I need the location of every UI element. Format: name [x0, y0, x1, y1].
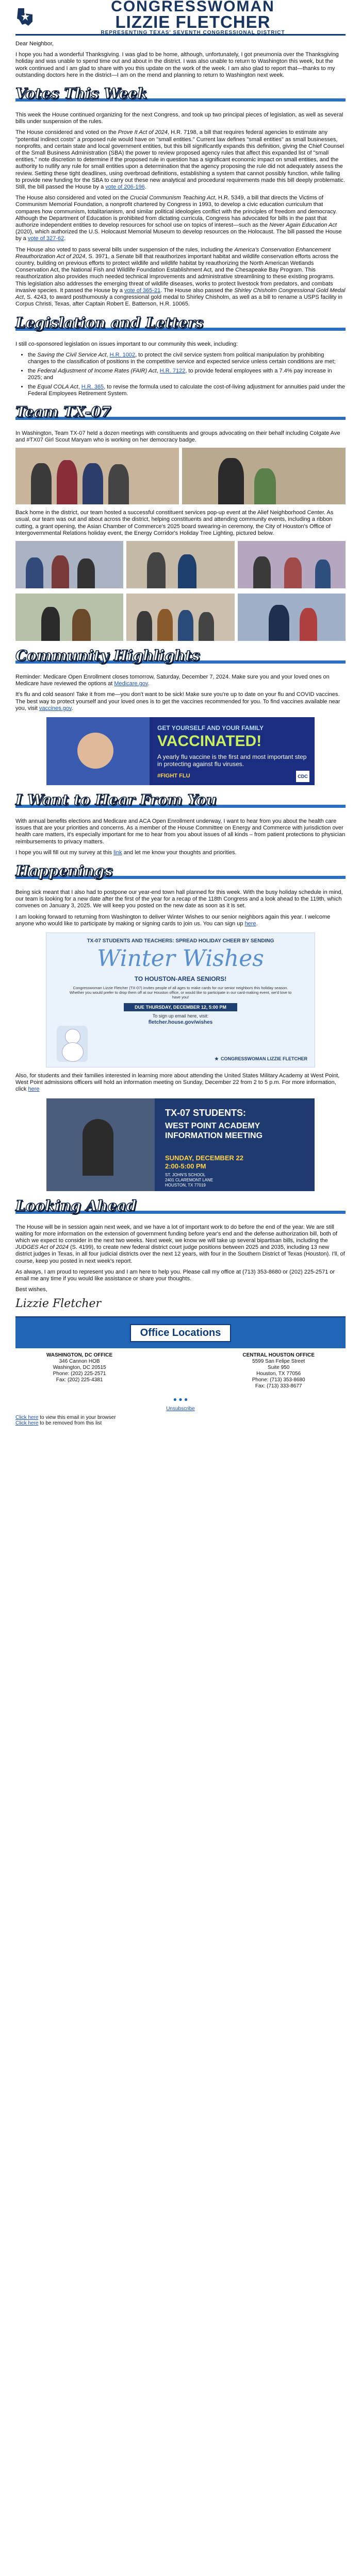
section-hear — [15, 791, 346, 814]
flyer-url[interactable]: fletcher.house.gov/wishes — [148, 1019, 213, 1025]
list-item: • the Equal COLA Act, H.R. 365, to revise the formula used to calculate the cost-of-living adjustment for annuities paid under the Federal Employees Retirement System. — [28, 384, 346, 397]
bill-link[interactable]: H.R. 7122 — [159, 367, 186, 374]
leg-intro: I still co-sponsored legislation on issues important to our community this week, including: — [15, 341, 238, 347]
office-locations-band — [15, 1317, 346, 1348]
ahead-p1: The House will be in session again next week, and we have a lot of important work to do before the end of the year. We are still waiting for more information on the extension of government funding before year's end and the defense authorization bill, both of which we expect to consider in the next two weeks. Next week, we know we will take up several bipartisan bills, including the JUDGES Act of 2024 (S. 4199), to create new federal district court judge positions between 2025 and 2035, including 13 new district judges in Texas, in all four judicial districts over the next 12 years, with four in the Southern District of Texas (Houston). I'll, of course, keep you posted in next week's report. — [15, 1224, 345, 1264]
remove-from-list-link[interactable]: Click here — [15, 1420, 39, 1427]
vote-link[interactable]: vote of 365-21 — [124, 287, 161, 294]
flyer-top: TX-07 STUDENTS AND TEACHERS: SPREAD HOLIDAY CHEER BY SENDING — [87, 938, 274, 944]
header — [15, 0, 346, 36]
hear-p1: With annual benefits elections and Medicare and ACA Open Enrollment underway, I want to hear from you about the health care issues that are your priorities and concerns. As a member of the House Committee on Energy and Commerce with jurisdiction over health care matters, it's especially important for me to hear from you about issues of all kinds – from patient protections to physician reimbursements to privacy matters. — [15, 818, 346, 845]
section-title: Legislation and Letters — [15, 314, 204, 331]
texas-star-logo — [15, 7, 35, 27]
flyer-photo — [46, 1098, 155, 1191]
photo — [15, 448, 179, 504]
votes-p3: The House also considered and voted on the Crucial Communism Teaching Act, H.R. 5349, a bill that directs the Victims of Communism Memorial Foundation, a nonprofit chartered by Congress in 1993, to develop a civic education curriculum that compares how communism, totalitarianism, and similar political ideologies conflict with the principles of freedom and democracy. Although the Department of Education is prohibited from dictating curricula, Congress has advocated for bills in the past that authorize independent entities to develop resources for school use on topics of interest—such as the Never Again Education Act (2020), which authorized the U.S. Holocaust Memorial Museum to develop resources on the Holocaust. The bill passed the House by a vote of 327-62. — [15, 195, 342, 242]
header-subtitle: REPRESENTING TEXAS' SEVENTH CONGRESSIONAL DISTRICT — [101, 29, 285, 36]
flyer-subtitle: TO HOUSTON-AREA SENIORS! — [134, 975, 227, 982]
team-p2: Back home in the district, our team hosted a successful constituent services pop-up event at the Alief Neighborhood Center. As usual, our team was out and about across the district, helping constituents and attending community events, including a ribbon cutting, a grant opening, the Asian Chamber of Commerce's 2025 board swearing-in ceremony, the City of Houston's Office of Intergovernmental Relations holiday event, the Energy Corridor's Holiday Tree Lighting, pictured below. — [15, 510, 334, 536]
section-title: Happenings — [15, 862, 113, 879]
winter-wishes-flyer — [46, 933, 315, 1067]
twitter-icon[interactable]: ● — [178, 1396, 183, 1403]
header-title-1: CONGRESSWOMAN — [111, 0, 275, 15]
banner-photo — [46, 717, 150, 785]
photo — [238, 541, 346, 588]
section-community — [15, 647, 346, 670]
office-locations-title: Office Locations — [130, 1324, 232, 1342]
photo — [126, 541, 234, 588]
vaccines-link[interactable]: vaccines.gov — [39, 705, 72, 711]
section-ahead — [15, 1197, 346, 1220]
view-in-browser-link[interactable]: Click here — [15, 1415, 39, 1421]
header-title-2: LIZZIE FLETCHER — [115, 12, 271, 31]
list-item: • the Federal Adjustment of Income Rates (FAIR) Act, H.R. 7122, to provide federal employees with a 7.4% pay increase in 2025; and — [28, 368, 346, 381]
intro-paragraph: I hope you had a wonderful Thanksgiving. I was glad to be home, although, unfortunately, I got pneumonia over the Thanksgiving holiday and was unable to spend time out and about in the district. I was also unable to return to Washington this week, but the work continued and I am glad to share with you this update on the work of the week. I am also glad to report that—thanks to my outstanding doctors here in the district—I am on the mend and planning to return to Washington next week. — [15, 52, 339, 78]
flyer-seal: ★ CONGRESSWOMAN LIZZIE FLETCHER — [214, 1056, 307, 1062]
photo-row-district-1 — [15, 541, 346, 588]
team-p1: In Washington, Team TX-07 held a dozen meetings with constituents and groups advocating on their behalf including Colgate Ave and #TX07 Girl Scout Maryam who is working on her democracy badge. — [15, 430, 340, 443]
flyer-body: Congresswoman Lizzie Fletcher (TX-07) invites people of all ages to make cards for our senior neighbors this holiday season. Whether you would prefer to drop them off at our Houston office, or would like to participate in our card-making event, we'd love to have you! — [69, 985, 292, 999]
footer-links: Click here to view this email in your browser Click here to be removed from this list — [15, 1415, 116, 1427]
vote-link[interactable]: vote of 206-196 — [105, 184, 145, 191]
flu-vaccine-banner — [46, 717, 315, 785]
signup-link[interactable]: here — [244, 920, 256, 927]
greeting: Dear Neighbor, — [15, 41, 54, 47]
votes-p2: The House considered and voted on the Prove It Act of 2024, H.R. 7198, a bill that requires federal agencies to estimate any "potential indirect costs" a proposed rule would have on "small entities." Current law defines "small entities" as small businesses, nonprofits, and certain state and local government entities, but this bill significantly expands this definition, giving the Chief Counsel of the Small Business Administration (SBA) the power to review proposed agency rules that affect this expanded list of "small entities," note discretion to determine if the proposed rule in question has a significant economic impact on small entities, and the authority to nullify any rule for small entities upon a determination that the agency proposing the rule did not adequately assess the review. Setting these tight deadlines, using overbroad definitions, establishing a system that cannot possibly function, while failing to provide new funding for the SBA to carry out these new analytical and procedural requirements made this bill deeply problematic. Still, the bill passed the House by a vote of 206-196. — [15, 129, 345, 191]
unsubscribe-link[interactable]: Unsubscribe — [166, 1406, 195, 1412]
section-title: Looking Ahead — [15, 1197, 137, 1214]
signature: Lizzie Fletcher — [15, 1297, 102, 1311]
photo — [15, 541, 123, 588]
vote-link[interactable]: vote of 327-62 — [27, 235, 64, 242]
facebook-icon[interactable]: ● — [173, 1396, 177, 1403]
list-item: • the Saving the Civil Service Act, H.R. 1002, to protect the civil service system from political manipulation by prohibiting changes to the classification of positions in the competitive service and expected service unless certain conditions are met; — [28, 352, 346, 365]
texas-map-icon — [16, 7, 35, 27]
happenings-p2: I am looking forward to returning from Washington to deliver Winter Wishes to our senior neighbors again this year. I welcome anyone who would like to participate by making or signing cards to join us. You can sign up here. — [15, 913, 331, 927]
section-votes — [15, 85, 346, 108]
banner-line-3: A yearly flu vaccine is the first and most important step in protecting against flu viruses. — [157, 753, 307, 768]
instagram-icon[interactable]: ● — [184, 1396, 188, 1403]
flyer-title: Winter Wishes — [97, 945, 264, 972]
section-title: Team TX-07 — [15, 403, 111, 420]
banner-line-1: GET YOURSELF AND YOUR FAMILY — [157, 724, 264, 732]
newsletter — [15, 1, 346, 1426]
section-title: Community Highlights — [15, 647, 200, 664]
photo — [126, 594, 234, 641]
community-p1: Reminder: Medicare Open Enrollment closes tomorrow, Saturday, December 7, 2024. Make sure you and your loved ones on Medicare have reviewed the options at Medicare.gov. — [15, 673, 330, 687]
happenings-p3: Also, for students and their families interested in learning more about attending the United States Military Academy at West Point, West Point admissions officers will hold an information meeting on Sunday, December 22 from 2 to 5 p.m. For more information, click here — [15, 1072, 340, 1093]
section-title: Votes This Week — [15, 85, 147, 103]
section-team — [15, 403, 346, 426]
photo — [182, 448, 346, 504]
flyer-line-2: WEST POINT ACADEMY INFORMATION MEETING — [165, 1121, 263, 1140]
snowman-illustration — [57, 1026, 88, 1062]
banner-line-2: VACCINATED! — [157, 732, 262, 750]
cdc-logo: CDC — [296, 771, 309, 782]
texas-star-icon: ★ — [214, 1056, 219, 1061]
photo-row-dc — [15, 448, 346, 504]
bill-link[interactable]: H.R. 365 — [81, 383, 104, 390]
flyer-location: ST. JOHN'S SCHOOL 2401 CLAREMONT LANE HOUSTON, TX 77019 — [165, 1172, 214, 1188]
votes-p4: The House also voted to pass several bills under suspension of the rules, including the America's Conservation Enhancement Reauthorization Act of 2024, S. 3971, a Senate bill that reauthorizes important habitat and wildlife conservation efforts across the country, building on previous efforts to protect wildlife and wildlife habitat by reauthorizing the North American Wetlands Conservation Act, the National Fish and Wildlife Foundation Establishment Act, and the Chesapeake Bay Program. This reauthorization also provides much needed technical improvements and administrative streamlining to these existing programs. This legislation also addresses the emerging threat of wildlife diseases, works to protect livestock from predators, and combats invasive species. It passed the House by a vote of 365-21. The House also passed the Shirley Chisholm Congressional Gold Medal Act, S. 4243, to award posthumously a congressional gold medal to Shirley Chisholm, as well as a bill to rename a USPS facility in Corpus Christi, Texas, after Captain Robert E. Batterson, H.R. 10065. — [15, 246, 346, 308]
flyer-due: DUE THURSDAY, DECEMBER 12, 5:00 PM — [124, 1003, 237, 1011]
section-title: I Want to Hear From You — [15, 791, 217, 808]
flyer-cta: To sign up email here, visit: — [152, 1013, 209, 1019]
happenings-p1: Being sick meant that I also had to postpone our year-end town hall planned for this week. With the busy holiday schedule in mind, our team is looking for a new date after the first of the year for a recap of the 118th Congress and a look ahead to the 119th, which convenes on January 3, 2025. We will keep you posted on the new date as soon as it is set. — [15, 889, 343, 909]
flyer-date: SUNDAY, DECEMBER 22 — [165, 1154, 243, 1162]
westpoint-flyer — [46, 1098, 315, 1191]
ahead-p2: As always, I am proud to represent you and I am here to help you. Please call my office at (713) 353-8680 or (202) 225-2571 or email me any time if you would like assistance or share your thoughts. — [15, 1268, 335, 1282]
office-houston: CENTRAL HOUSTON OFFICE 5599 San Felipe Street Suite 950 Houston, TX 77056 Phone: (713) 353-8680 Fax: (713) 333-8677 — [242, 1352, 315, 1389]
votes-p1: This week the House continued organizing for the next Congress, and took up two principal pieces of legislation, as well as several bills under suspension of the rules. — [15, 112, 343, 125]
leg-list — [15, 352, 346, 397]
photo-row-district-2 — [15, 594, 346, 641]
photo — [15, 594, 123, 641]
banner-hashtag: #FIGHT FLU — [157, 772, 190, 779]
section-legislation — [15, 314, 346, 337]
ahead-p3: Best wishes, — [15, 1286, 47, 1293]
photo — [238, 594, 346, 641]
survey-link[interactable]: link — [113, 849, 122, 856]
flyer-time: 2:00-5:00 PM — [165, 1162, 206, 1170]
westpoint-link[interactable]: here — [28, 1086, 40, 1093]
social-icons — [173, 1396, 188, 1403]
office-row — [15, 1348, 346, 1394]
flyer-line-1: TX-07 STUDENTS: — [165, 1107, 247, 1118]
office-dc: WASHINGTON, DC OFFICE 346 Cannon HOB Washington, DC 20515 Phone: (202) 225-2571 Fax: (202) 225-4381 — [46, 1352, 113, 1383]
hear-p2: I hope you will fill out my survey at this link and let me know your thoughts and priorities. — [15, 849, 237, 856]
community-p2: It's flu and cold season! Take it from me—you don't want to be sick! Make sure you're up to date on your flu and COVID vaccines. The best way to protect yourself and your loved ones is to get the vaccines recommended for you. To find vaccines available near you, visit vaccines.gov. — [15, 691, 340, 711]
medicare-link[interactable]: Medicare.gov — [114, 681, 148, 687]
bill-link[interactable]: H.R. 1002 — [109, 351, 136, 358]
footer — [15, 1316, 346, 1426]
section-happenings — [15, 862, 346, 885]
